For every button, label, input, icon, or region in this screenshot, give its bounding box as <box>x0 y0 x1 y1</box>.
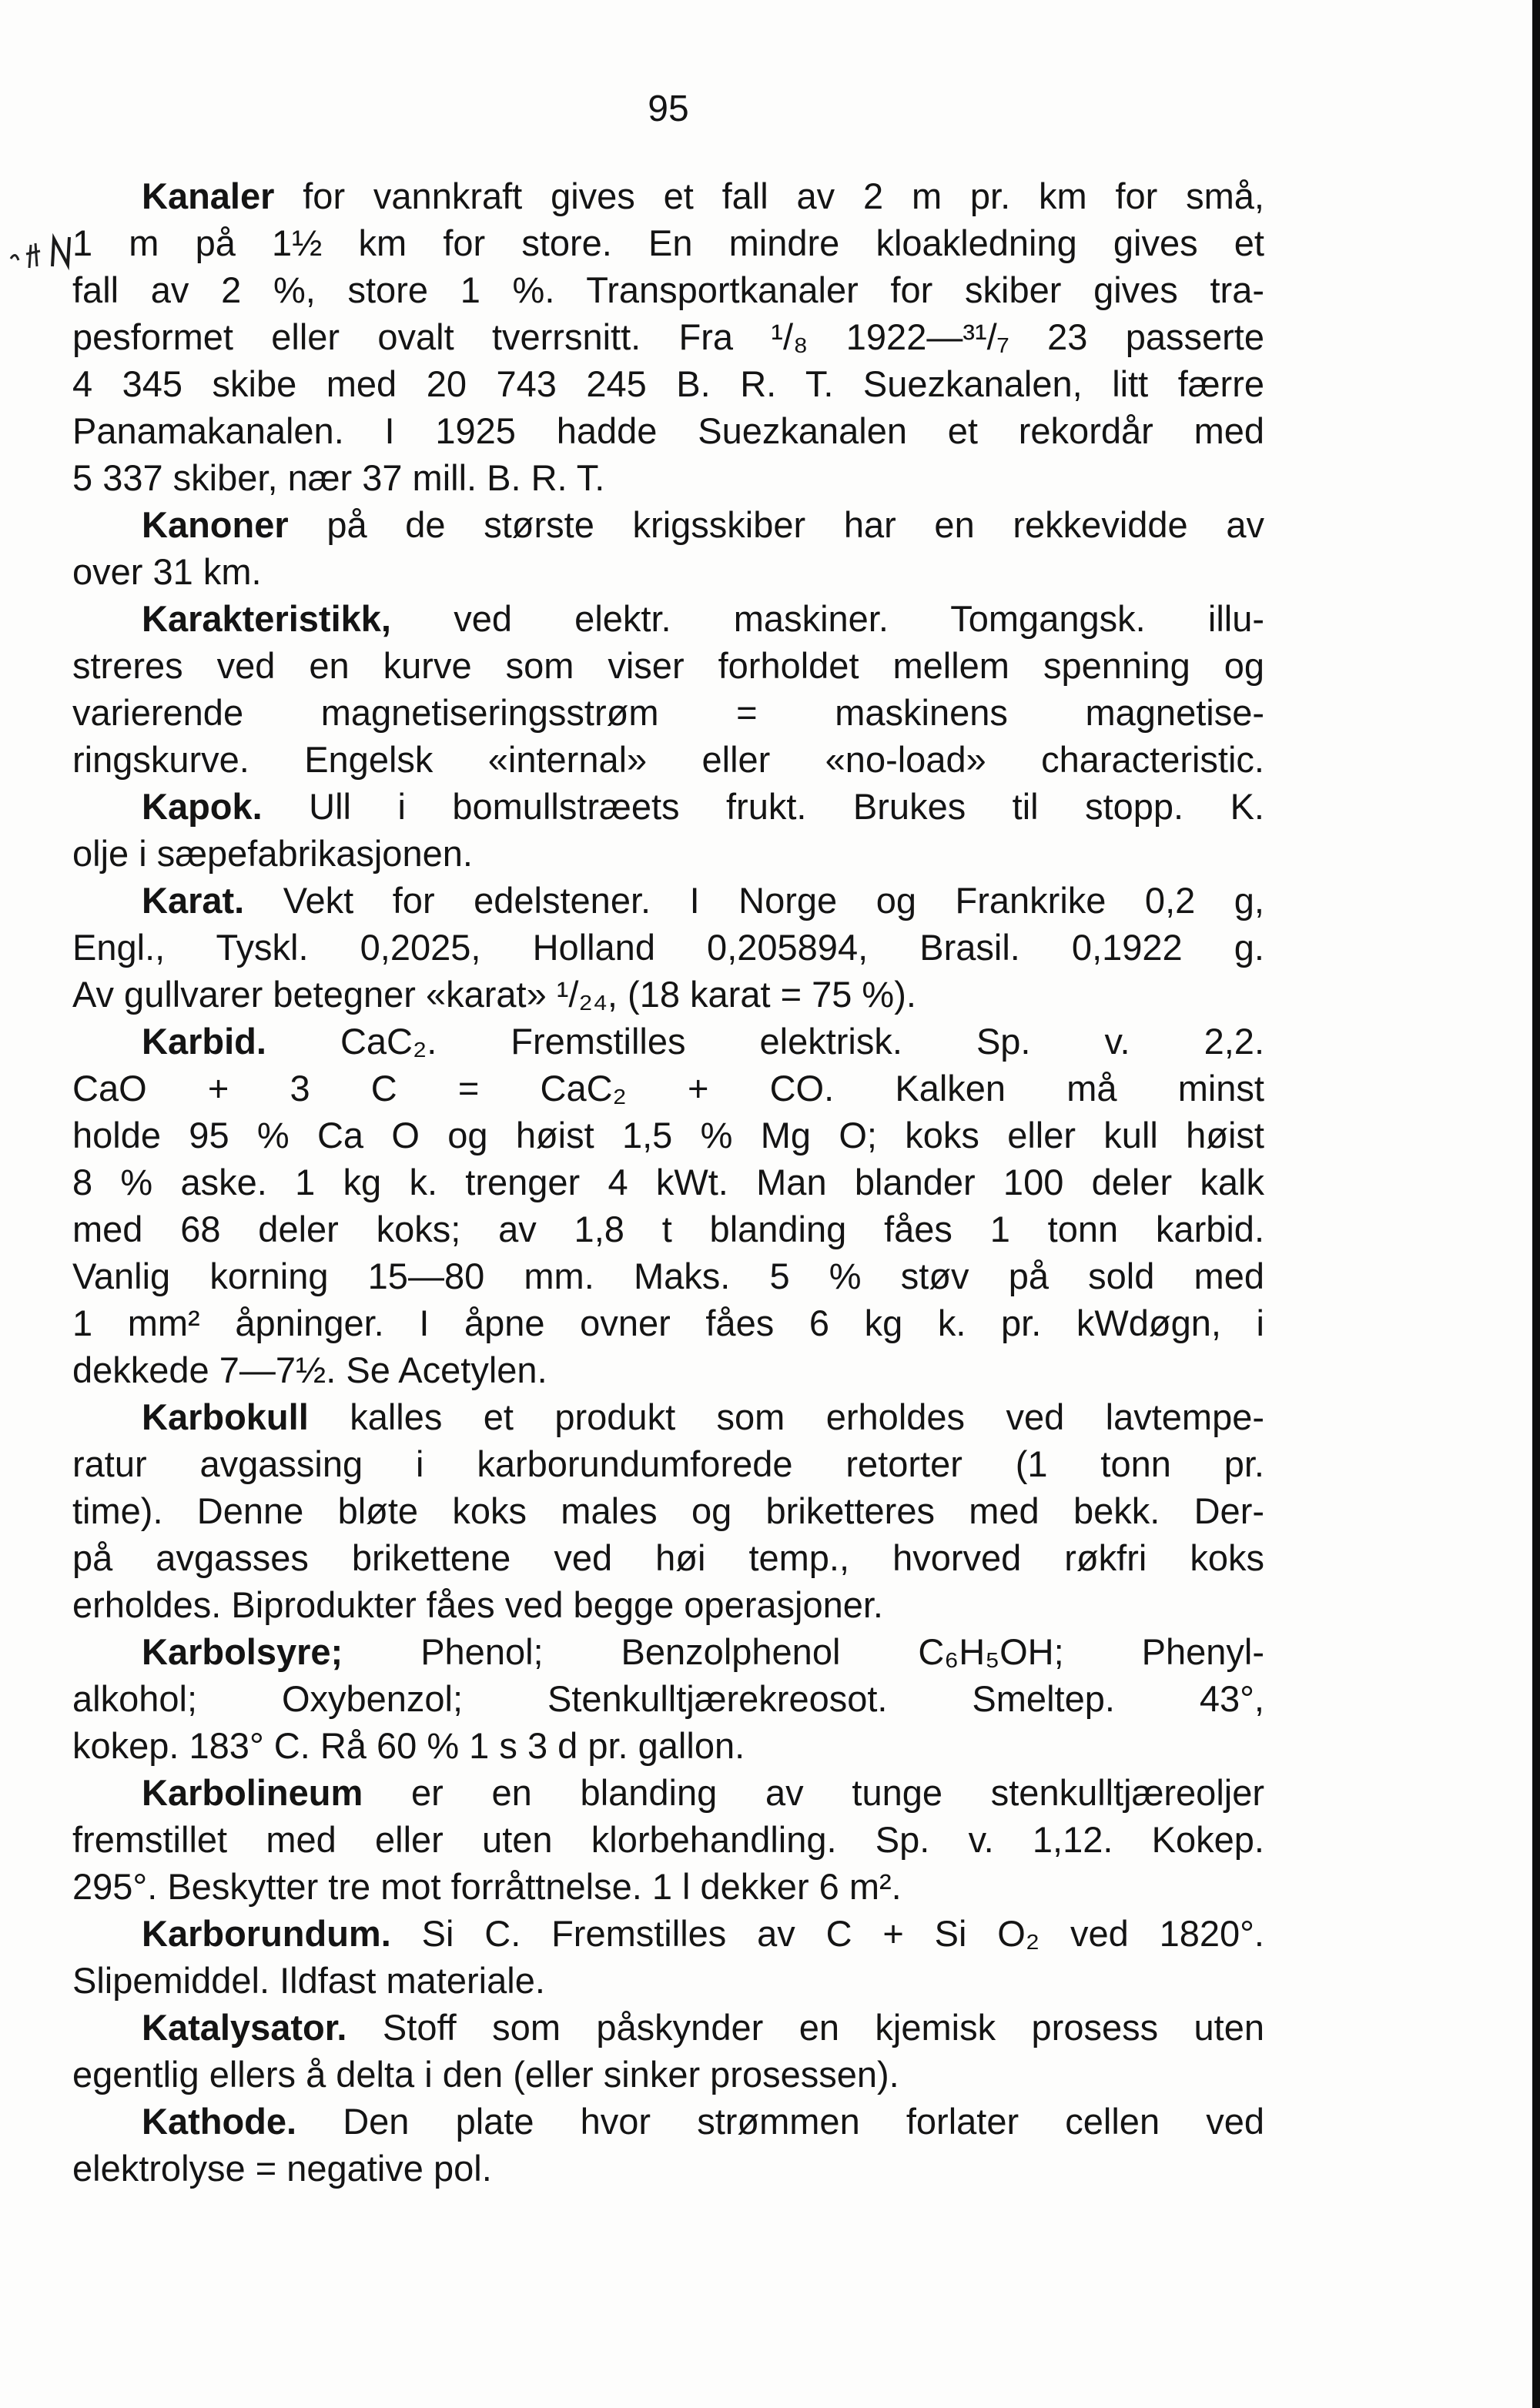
entry-term: Karbokull <box>142 1396 309 1437</box>
entry-term: Karbolsyre; <box>142 1631 343 1672</box>
entry-text: CaC₂. Fremstilles elektrisk. Sp. v. 2,2. <box>340 1021 1264 1062</box>
entry-line: dekkede 7—7½. Se Acetylen. <box>72 1349 547 1390</box>
entry-first-line <box>72 2098 1264 2145</box>
dictionary-entry <box>72 501 1264 595</box>
page-number: 95 <box>648 89 689 129</box>
entry-term: Katalysator. <box>142 2007 347 2048</box>
entry-text: Den plate hvor strømmen forlater cellen ved <box>343 2101 1264 2142</box>
entry-term: Karbid. <box>142 1021 266 1062</box>
entry-line: time). Denne bløte koks males og briketteres med bekk. Der- <box>72 1490 1264 1531</box>
entry-line: holde 95 % Ca O og høist 1,5 % Mg O; koks eller kull høist <box>72 1115 1264 1156</box>
dictionary-entry <box>72 1769 1264 1910</box>
entry-line: olje i sæpefabrikasjonen. <box>72 833 473 874</box>
entry-line: kokep. 183° C. Rå 60 % 1 s 3 d pr. gallon. <box>72 1725 745 1766</box>
entry-text: Si C. Fremstilles av C + Si O₂ ved 1820°. <box>421 1913 1264 1954</box>
entry-text: kalles et produkt som erholdes ved lavtempe- <box>350 1396 1264 1437</box>
entry-line: ratur avgassing i karborundumforede retorter (1 tonn pr. <box>72 1443 1264 1484</box>
entry-text: på de største krigsskiber har en rekkevidde av <box>326 504 1264 545</box>
entry-text: Vekt for edelstener. I Norge og Frankrike 0,2 g, <box>283 880 1264 921</box>
entry-text: ved elektr. maskiner. Tomgangsk. illu- <box>454 598 1264 639</box>
entry-line: alkohol; Oxybenzol; Stenkulltjærekreosot. Smeltep. 43°, <box>72 1678 1264 1719</box>
dictionary-entry <box>72 2098 1264 2192</box>
dictionary-entry <box>72 1910 1264 2004</box>
entry-first-line <box>72 1018 1264 1065</box>
entry-first-line <box>72 1628 1264 1675</box>
dictionary-entry <box>72 1393 1264 1628</box>
entry-line: fremstillet med eller uten klorbehandling. Sp. v. 1,12. Kokep. <box>72 1819 1264 1860</box>
entry-first-line <box>72 1769 1264 1816</box>
entry-line: over 31 km. <box>72 551 262 592</box>
entry-line: fall av 2 %, store 1 %. Transportkanaler for skiber gives tra- <box>72 269 1264 310</box>
entry-line: Av gullvarer betegner «karat» ¹/₂₄, (18 karat = 75 %). <box>72 974 916 1015</box>
entry-first-line <box>72 595 1264 642</box>
entry-line: 1 mm² åpninger. I åpne ovner fåes 6 kg k. pr. kWdøgn, i <box>72 1303 1264 1343</box>
entry-first-line <box>72 1393 1264 1440</box>
dictionary-text <box>72 172 1264 2192</box>
entry-term: Kapok. <box>142 786 263 827</box>
entry-text: Stoff som påskynder en kjemisk prosess uten <box>382 2007 1264 2048</box>
scan-edge-line <box>1532 0 1540 2408</box>
entry-term: Kanaler <box>142 176 275 216</box>
entry-text: Phenol; Benzolphenol C₆H₅OH; Phenyl- <box>420 1631 1264 1672</box>
entry-line: varierende magnetiseringsstrøm = maskinens magnetise- <box>72 692 1264 733</box>
entry-term: Karakteristikk, <box>142 598 391 639</box>
entry-line: erholdes. Biprodukter fåes ved begge operasjoner. <box>72 1584 883 1625</box>
entry-line: elektrolyse = negative pol. <box>72 2148 492 2189</box>
dictionary-entry <box>72 595 1264 783</box>
entry-line: pesformet eller ovalt tverrsnitt. Fra ¹/₈ 1922—³¹/₇ 23 passerte <box>72 316 1264 357</box>
entry-first-line <box>72 501 1264 548</box>
entry-first-line <box>72 783 1264 830</box>
entry-line: Engl., Tyskl. 0,2025, Holland 0,205894, Brasil. 0,1922 g. <box>72 927 1264 968</box>
entry-term: Karbolineum <box>142 1772 363 1813</box>
entry-line: Slipemiddel. Ildfast materiale. <box>72 1960 545 2001</box>
entry-term: Kathode. <box>142 2101 297 2142</box>
dictionary-entry <box>72 1628 1264 1769</box>
entry-term: Kanoner <box>142 504 289 545</box>
entry-line: 5 337 skiber, nær 37 mill. B. R. T. <box>72 457 605 498</box>
entry-first-line <box>72 172 1264 219</box>
entry-line: 1 m på 1½ km for store. En mindre kloakledning gives et <box>72 222 1264 263</box>
dictionary-entry <box>72 2004 1264 2098</box>
entry-line: Panamakanalen. I 1925 hadde Suezkanalen et rekordår med <box>72 410 1264 451</box>
entry-text: for vannkraft gives et fall av 2 m pr. km for små, <box>303 176 1264 216</box>
dictionary-entry <box>72 172 1264 501</box>
dictionary-entry <box>72 783 1264 877</box>
dictionary-entry <box>72 1018 1264 1393</box>
entry-line: CaO + 3 C = CaC₂ + CO. Kalken må minst <box>72 1068 1264 1109</box>
entry-first-line <box>72 1910 1264 1957</box>
entry-line: 8 % aske. 1 kg k. trenger 4 kWt. Man blander 100 deler kalk <box>72 1162 1264 1202</box>
entry-line: 295°. Beskytter tre mot forråttnelse. 1 l dekker 6 m². <box>72 1866 902 1907</box>
entry-line: Vanlig korning 15—80 mm. Maks. 5 % støv på sold med <box>72 1256 1264 1296</box>
entry-line: egentlig ellers å delta i den (eller sinker prosessen). <box>72 2054 899 2095</box>
entry-first-line <box>72 877 1264 924</box>
dictionary-entry <box>72 877 1264 1018</box>
entry-text: er en blanding av tunge stenkulltjæreoljer <box>411 1772 1264 1813</box>
entry-line: med 68 deler koks; av 1,8 t blanding fåes 1 tonn karbid. <box>72 1209 1264 1249</box>
entry-line: på avgasses brikettene ved høi temp., hvorved røkfri koks <box>72 1537 1264 1578</box>
entry-line: 4 345 skibe med 20 743 245 B. R. T. Suezkanalen, litt færre <box>72 363 1264 404</box>
entry-term: Karat. <box>142 880 245 921</box>
entry-text: Ull i bomullstræets frukt. Brukes til stopp. K. <box>309 786 1264 827</box>
entry-line: ringskurve. Engelsk «internal» eller «no-load» characteristic. <box>72 739 1264 780</box>
entry-term: Karborundum. <box>142 1913 391 1954</box>
entry-line: streres ved en kurve som viser forholdet mellem spenning og <box>72 645 1264 686</box>
entry-first-line <box>72 2004 1264 2051</box>
